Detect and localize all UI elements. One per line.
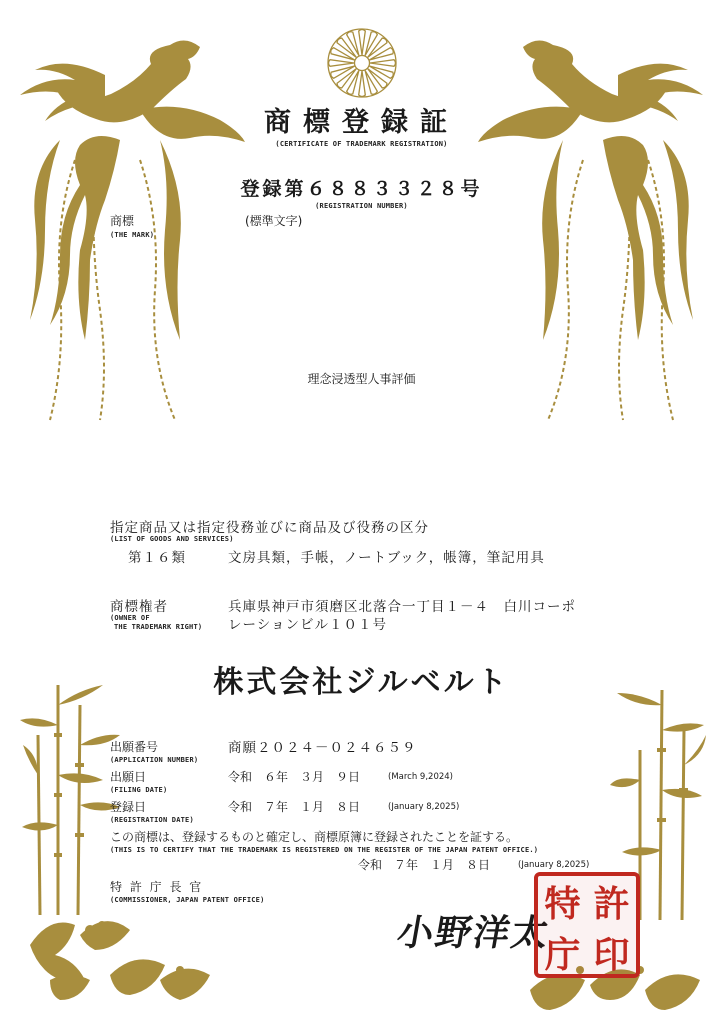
filing-date-label: 出願日 bbox=[110, 770, 147, 784]
owner-address-line-1: 兵庫県神戸市須磨区北落合一丁目１－４ 白川コーポ bbox=[228, 599, 576, 615]
mark-type: (標準文字) bbox=[245, 214, 303, 228]
registration-number-en: (REGISTRATION NUMBER) bbox=[315, 202, 408, 210]
seal-char: 許 bbox=[593, 883, 630, 925]
mark-label-en: (THE MARK) bbox=[110, 231, 155, 239]
certificate-title-en: (CERTIFICATE OF TRADEMARK REGISTRATION) bbox=[275, 140, 448, 148]
owner-label-en-1: (OWNER OF bbox=[110, 614, 150, 622]
certification-date-en: (January 8,2025) bbox=[518, 860, 590, 870]
mark-text: 理念浸透型人事評価 bbox=[307, 372, 416, 386]
application-number-value: 商願２０２４－０２４６５９ bbox=[228, 740, 417, 756]
registration-date-value: 令和 ７年 １月 ８日 bbox=[228, 800, 361, 814]
certification-date: 令和 ７年 １月 ８日 bbox=[358, 858, 491, 872]
goods-label: 指定商品又は指定役務並びに商品及び役務の区分 bbox=[110, 520, 429, 536]
commissioner-label-en: (COMMISSIONER, JAPAN PATENT OFFICE) bbox=[110, 896, 265, 904]
certification-text-en: (THIS IS TO CERTIFY THAT THE TRADEMARK IS REGISTERED ON THE REGISTER OF THE JAPAN PATENT OFFICE.) bbox=[110, 846, 539, 854]
application-number-label: 出願番号 bbox=[110, 740, 159, 754]
filing-date-value-en: (March 9,2024) bbox=[388, 772, 453, 782]
owner-label-en-2: THE TRADEMARK RIGHT) bbox=[114, 623, 203, 631]
commissioner-label: 特 許 庁 長 官 bbox=[110, 880, 204, 894]
seal-char: 庁 bbox=[544, 934, 581, 976]
mark-label: 商標 bbox=[110, 214, 135, 228]
commissioner-signature: 小野洋太 bbox=[393, 912, 554, 954]
seal-char: 印 bbox=[593, 934, 630, 976]
filing-date-label-en: (FILING DATE) bbox=[110, 786, 168, 794]
owner-address-line-2: レーションビル１０１号 bbox=[228, 617, 387, 633]
certification-text: この商標は、登録するものと確定し、商標原簿に登録されたことを証する。 bbox=[110, 830, 519, 844]
registration-number: 登録第６８８３３２８号 bbox=[240, 178, 483, 200]
registration-date-label-en: (REGISTRATION DATE) bbox=[110, 816, 194, 824]
goods-label-en: (LIST OF GOODS AND SERVICES) bbox=[110, 535, 234, 543]
leaves-left-icon bbox=[20, 895, 250, 1010]
goods-items: 文房具類，手帳，ノートブック，帳簿，筆記用具 bbox=[228, 550, 545, 566]
owner-company-name: 株式会社ジルベルト bbox=[213, 665, 510, 700]
registration-date-label: 登録日 bbox=[110, 800, 147, 814]
filing-date-value: 令和 ６年 ３月 ９日 bbox=[228, 770, 361, 784]
owner-label: 商標権者 bbox=[110, 599, 168, 615]
official-seal-stamp bbox=[534, 872, 640, 978]
goods-class: 第１６類 bbox=[128, 550, 186, 566]
chrysanthemum-emblem-icon bbox=[325, 26, 399, 100]
certificate-title: 商標登録証 bbox=[264, 107, 459, 138]
seal-char: 特 bbox=[544, 883, 581, 925]
registration-date-value-en: (January 8,2025) bbox=[388, 802, 460, 812]
application-number-label-en: (APPLICATION NUMBER) bbox=[110, 756, 199, 764]
